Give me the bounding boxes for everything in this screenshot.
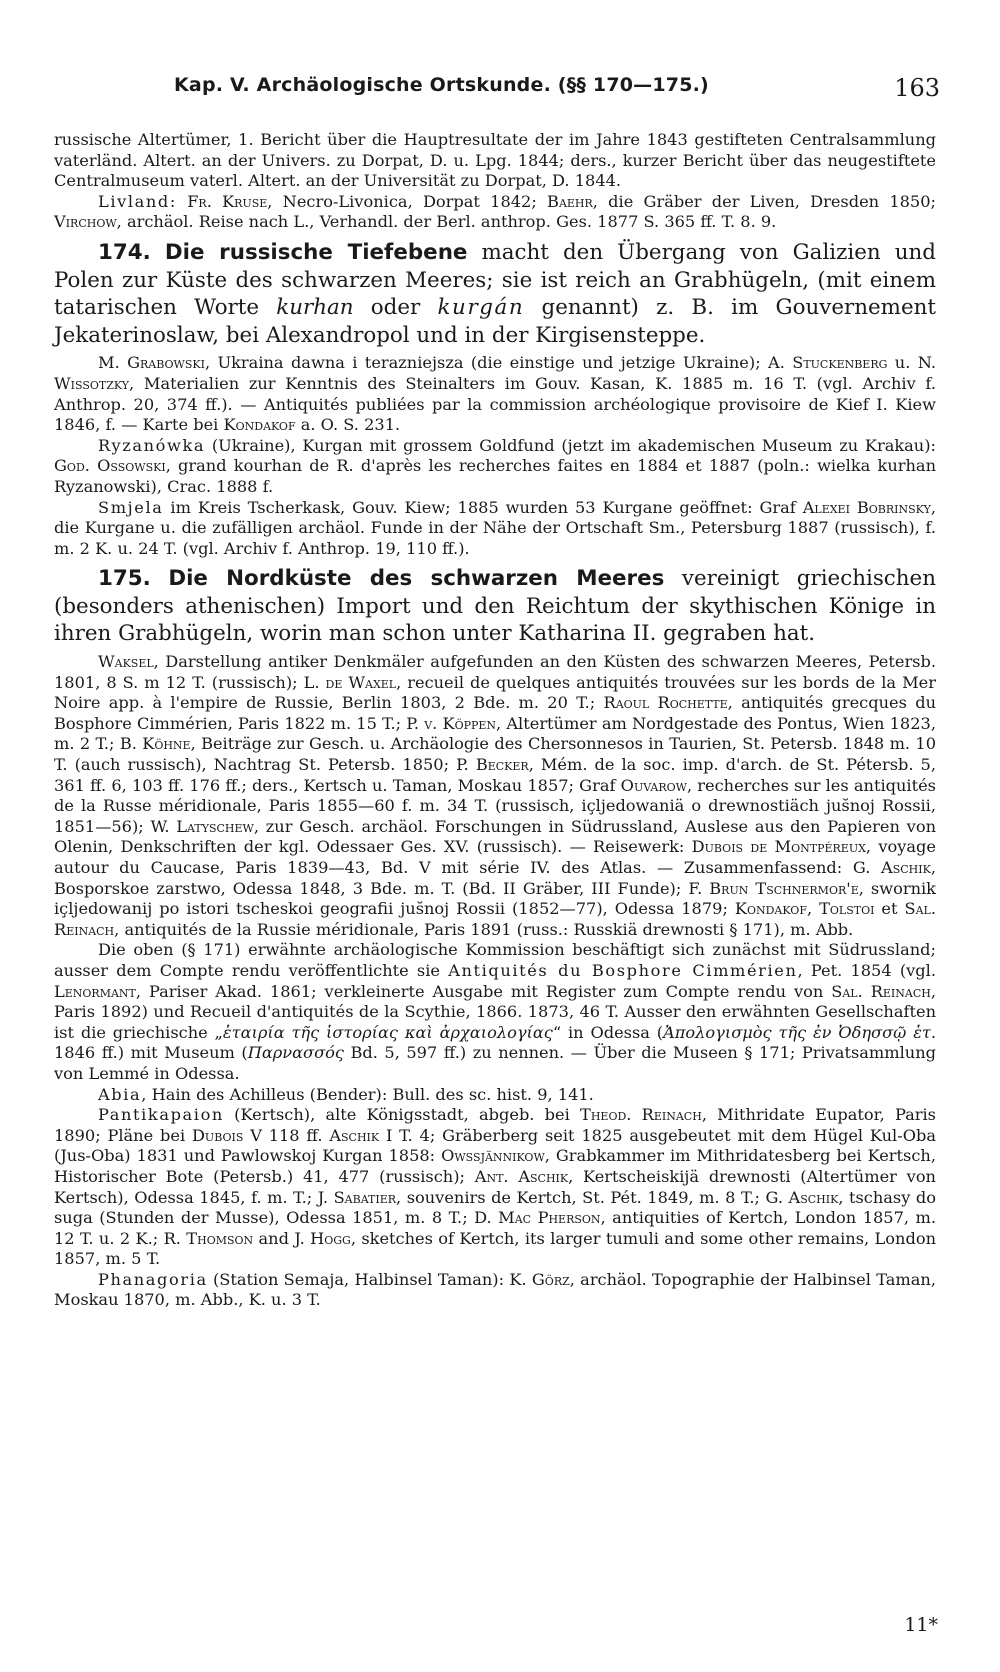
text-run: (Kertsch), alte Königsstadt, abgeb. bei [223, 1105, 581, 1125]
place-phanagoria: Phanagoria [98, 1269, 208, 1289]
author-name: J. Hogg [294, 1228, 351, 1248]
text-run: oder [353, 295, 438, 321]
text-run: , antiquités de la Russie méridionale, Paris 1891 (russ.: Russkiä drewnosti § 171), m. Abb. [114, 919, 854, 939]
text-run: Bd. 5, 597 ff.) zu nennen. — Über die Museen § 171; Privatsammlung von Lemmé in Odessa. [54, 1043, 937, 1083]
text-run: macht den Übergang von Galizien und Polen zur Küste des schwarzen Meeres; sie ist reich an Grabhügeln, (mit einem tatarischen Worte [54, 239, 936, 321]
author-name: Raoul Rochette [603, 693, 728, 713]
author-name: Kondakof [223, 415, 296, 435]
term-kurgan: kurgán [437, 295, 525, 321]
author-name: F. Brun Tschnermor'e [688, 878, 859, 898]
text-run: , die Gräber der Liven, Dresden 1850; [592, 191, 936, 211]
author-name: Alexei Bobrinsky [802, 497, 931, 517]
paragraph-pantikapaion [54, 1105, 936, 1270]
section-number: 175. [98, 566, 151, 592]
text-run: , Mém. de la soc. imp. d'arch. de St. Pétersb. 5, 361 ff. 6, 103 ff. 176 ff.; ders., Kertsch u. Taman, Moskau 1857; Graf [54, 755, 936, 795]
text-run: V 118 ff. [243, 1125, 330, 1145]
author-name: Kondakof [734, 899, 807, 919]
chapter-title: Kap. V. Archäologische Ortskunde. (§§ 170—175.) [174, 74, 709, 96]
text-run: and [253, 1228, 295, 1248]
author-name: Ouvarow [620, 775, 687, 795]
text-run: , swornik içljedowanij po istori tscheskoi geografii jus̆noj Rossii (1852—77), Odessa 1879; [54, 878, 936, 919]
term-kurhan: kurhan [276, 295, 354, 321]
text-run: , voyage autour du Caucase, Paris 1839—43, Bd. V mit série IV. des Atlas. — Zusammenfassend: [54, 837, 936, 877]
paragraph-intro: russische Altertümer, 1. Bericht über die Hauptresultate der im Jahre 1843 gestifteten Centralsammlung vaterländ. Altert. an der Univers. zu Dorpat, D. u. Lpg. 1844; ders., kurzer Bericht über das neugestiftete Centralmuseum vaterl. Altert. an der Universität zu Dorpat, D. 1844. [54, 130, 936, 191]
author-name: B. Köhne [119, 734, 191, 754]
place-smjela: Smjela [98, 497, 164, 517]
place-pantikapaion: Pantikapaion [98, 1105, 224, 1125]
text-run: u. [887, 353, 918, 373]
author-name: Sal. Reinach [54, 899, 936, 939]
text-run: , recueil de quelques antiquités trouvées sur les bords de la Mer Noire app. à l'empire de Russie, Berlin 1803, 2 Bde. m. 20 T.; [54, 672, 936, 713]
text-run: , zur Gesch. archäol. Forschungen in Südrussland, Auslese aus den Papieren von Olenin, Denkschriften der kgl. Odessaer Ges. XV. (russisch). — Reisewerk: [54, 816, 936, 857]
paragraph-kommission [54, 940, 936, 1084]
running-header [54, 74, 940, 114]
text-run: , Grabkammer im Mithridatesberg bei Kertsch, Historischer Bote (Petersb.) 41, 477 (russisch); [54, 1146, 936, 1186]
author-name: Baehr [547, 191, 593, 211]
text-run: Die oben (§ 171) erwähnte archäologische Kommission beschäftigt sich zunächst mit Südrussland; ausser dem Compte rendu veröffentlichte sie [54, 940, 936, 980]
author-name: Dubois de Montpéreux [691, 837, 866, 857]
text-run: , souvenirs de Kertch, St. Pét. 1849, m. 8 T.; [396, 1187, 766, 1207]
greek-text: Ἀπολογισμὸς τῆς ἐν Ὀδησσῷ ἑτ. [663, 1022, 936, 1042]
author-name: G. Aschik [765, 1187, 839, 1207]
paragraph-livland [54, 192, 936, 233]
text-run: , recherches sur les antiquités de la Russe méridionale, Paris 1855—60 f. m. 34 T. (russisch, içljedowaniä o drewnostiäch jus̆noj Rossii, 1851—56); [54, 775, 936, 836]
author-name: Sal. Reinach [831, 981, 931, 1001]
author-name: R. Thomson [163, 1228, 254, 1248]
text-run: , Materialien zur Kenntnis des Steinalters im Gouv. Kasan, K. 1885 m. 16 T. (vgl. Archiv f. Anthrop. 20, 374 ff.). — Antiquités publiées par la commission archéologique provisoire de Kief I. Kiew 1846, f. — Karte bei [54, 373, 936, 435]
author-name: Lenormant [54, 981, 136, 1001]
text-run: , Altertümer am Nordgestade des Pontus, Wien 1823, m. 2 T.; [54, 713, 936, 754]
text-run: , Darstellung antiker Denkmäler aufgefunden an den Küsten des schwarzen Meeres, Petersb. 1801, 8 S. m 12 T. (russisch); [54, 652, 936, 692]
text-run: , Mithridate Eupator, Paris 1890; Pläne bei [54, 1105, 936, 1145]
greek-text: ἑταιρία τῆς ἱστορίας καὶ ἀρχαιολογίας [222, 1022, 553, 1042]
text-run: , Pet. 1854 (vgl. [797, 960, 936, 980]
text-run: , Beiträge zur Gesch. u. Archäologie des Chersonnesos in Taurien, St. Petersb. 1848 m. 10 T. (auch russisch), Nachtrag St. Petersb. 1850; [54, 734, 937, 775]
text-run: im Kreis Tscherkask, Gouv. Kiew; 1885 wurden 53 Kurgane geöffnet: Graf [163, 497, 803, 517]
text-run: , grand kourhan de R. d'après les recherches faites en 1884 et 1887 (poln.: wielka kurhan Ryzanowski), Crac. 1888 f. [54, 456, 936, 496]
text-run: genannt) z. B. im Gouvernement Jekaterinoslaw, bei Alexandropol und in der Kirgisensteppe. [54, 295, 936, 348]
text-run: , [806, 899, 820, 919]
section-174 [54, 239, 936, 349]
section-number: 174. [98, 239, 151, 265]
text-run: , antiquities of Kertch, London 1857, m. 12 T. u. 2 K.; [54, 1208, 937, 1248]
section-heading: Die russische Tiefebene [164, 239, 468, 265]
section-heading: Die Nordküste des schwarzen Meeres [168, 566, 665, 592]
signature-mark: 11* [904, 1614, 938, 1636]
paragraph-waksel [54, 652, 936, 940]
page-body [54, 130, 936, 1311]
author-name: K. Görz [509, 1269, 570, 1289]
author-name: L. de Waxel [303, 672, 397, 692]
author-name: Aschik [329, 1125, 380, 1145]
author-name: J. Sabatier [317, 1187, 397, 1207]
author-name: D. Mac Pherson [474, 1208, 601, 1228]
author-name: Dubois [191, 1125, 244, 1145]
text-run: (Station Semaja, Halbinsel Taman): [207, 1269, 510, 1289]
paragraph-ryzanowka [54, 436, 936, 498]
text-run: I T. 4; Gräberberg seit 1825 ausgebeutet mit dem Hügel Kul-Oba (Jus-Oba) 1831 und Pawlowskoj Kurgan 1858: [54, 1125, 936, 1166]
text-run: , Ukraina dawna i terazniejsza (die einstige und jetzige Ukraine); [204, 353, 769, 373]
greek-text: Παρνασσός [247, 1043, 344, 1063]
text-run: , antiquités grecques du Bosphore Cimmérien, Paris 1822 m. 15 T.; [54, 693, 936, 733]
author-name: Owssjännikow [441, 1146, 545, 1166]
text-run: , Hain des Achilleus (Bender): Bull. des sc. hist. 9, 141. [141, 1084, 594, 1104]
author-name: Fr. Kruse [187, 191, 268, 211]
author-name: P. v. Köppen [406, 713, 497, 733]
text-run: et [874, 899, 905, 919]
paragraph-smjela [54, 498, 936, 560]
text-run: , tschasy do suga (Stunden der Musse), Odessa 1851, m. 8 T.; [54, 1187, 936, 1228]
spaced-title: Antiquités du Bosphore Cimmérien [448, 960, 798, 980]
author-name: Ant. Aschik [474, 1166, 569, 1186]
paragraph-abia [54, 1085, 936, 1106]
text-run: , die Kurgane u. die zufälligen archäol. Funde in der Nähe der Ortschaft Sm., Petersburg 1887 (russisch), f. m. 2 K. u. 24 T. (vgl. Archiv f. Anthrop. 19, 110 ff.). [54, 497, 936, 558]
author-name: Tolstoi [819, 899, 875, 919]
text-run: , sketches of Kertch, its larger tumuli and some other remains, London 1857, m. 5 T. [54, 1228, 937, 1269]
author-name: Virchow [54, 212, 117, 232]
text-run: a. O. S. 231. [295, 415, 401, 435]
text-run: , Bosporskoe zarstwo, Odessa 1848, 3 Bde. m. T. (Bd. II Gräber, III Funde); [54, 858, 936, 898]
page-number: 163 [894, 74, 940, 102]
paragraph-grabowski [54, 353, 936, 435]
text-run: (Ukraine), Kurgan mit grossem Goldfund (jetzt im akademischen Museum zu Krakau): [205, 435, 936, 455]
place-abia: Abia [98, 1084, 142, 1104]
author-name: P. Becker [456, 755, 529, 775]
text-run: , archäol. Topographie der Halbinsel Taman, Moskau 1870, m. Abb., K. u. 3 T. [54, 1269, 936, 1310]
text-run: 1846 ff.) mit Museum ( [54, 1043, 248, 1063]
author-name: G. Aschik [852, 858, 931, 877]
author-name: God. Ossowski [54, 456, 166, 476]
author-name: Theod. Reinach [580, 1105, 702, 1125]
text-run: , Necro-Livonica, Dorpat 1842; [267, 191, 548, 211]
author-name: W. Latyschew [150, 816, 254, 836]
text-run: vereinigt griechischen (besonders athenischen) Import und den Reichtum der skythischen Könige in ihren Grabhügeln, worin man schon unter Katharina II. gegraben hat. [54, 566, 936, 647]
section-175 [54, 565, 936, 648]
text-run: , Kertscheiskijä drewnosti (Altertümer von Kertsch), Odessa 1845, f. m. T.; [54, 1166, 936, 1207]
place-ryzanowka: Ryzanówka [98, 435, 206, 455]
text-run: , archäol. Reise nach L., Verhandl. der Berl. anthrop. Ges. 1877 S. 365 ff. T. 8. 9. [116, 212, 777, 232]
text-run: , Pariser Akad. 1861; verkleinerte Ausgabe mit Register zum Compte rendu von [135, 981, 832, 1001]
text-run: , Paris 1892) und Recueil d'antiquités de la Scythie, 1866. 1873, 46 T. Ausser den erwähnten Gesellschaften ist die griechische „ [54, 981, 936, 1042]
paragraph-phanagoria [54, 1270, 936, 1311]
text-run: “ in Odessa ( [552, 1022, 664, 1042]
author-name: Waksel [98, 652, 154, 672]
author-name: N. Wissotzky [54, 353, 936, 393]
place-livland: Livland: [98, 191, 177, 211]
author-name: M. Grabowski [98, 353, 205, 373]
author-name: A. Stuckenberg [768, 353, 888, 373]
